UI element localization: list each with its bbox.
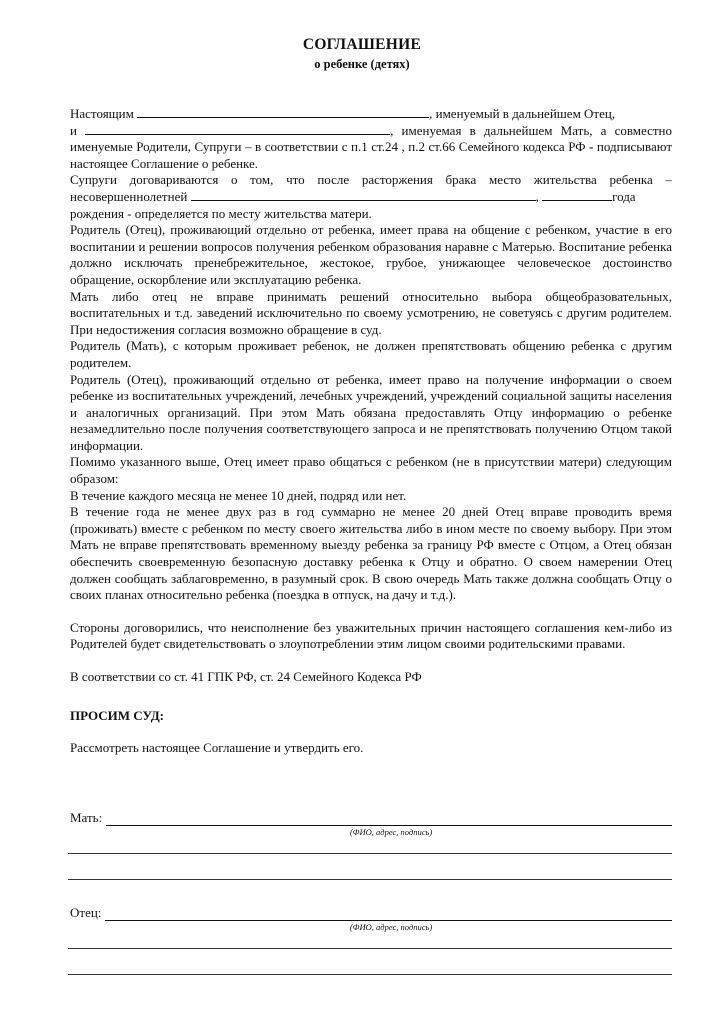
text-segment: ,: [535, 188, 539, 204]
father-extra-line-1: [68, 947, 672, 949]
spacer: [70, 686, 672, 708]
child-name-blank: [191, 189, 536, 201]
text-segment: -: [585, 139, 597, 155]
text-segment: года: [612, 188, 636, 204]
paragraph-parties: [70, 106, 672, 172]
father-signature-block: [70, 905, 672, 975]
text-segment: , именуемая в дальнейшем Мать, а совместно именуемые Родители, Супруги – в соответствии с п.1 ст.24 , п.2 ст.66 Семейного кодекса РФ: [70, 122, 672, 155]
spacer: [70, 604, 672, 620]
paragraph-contact-intro: Помимо указанного выше, Отец имеет право общаться с ребенком (не в присутствии матери) следующим образом:: [70, 454, 672, 487]
mother-extra-line-2: [68, 878, 672, 880]
paragraph-yearly: В течение года не менее двух раз в год суммарно не менее 20 дней Отец вправе проводить время (проживать) вместе с ребенком по месту своего жительства либо в ином месте по своему выбору. При этом Мать не вправе препятствовать временному выезду ребенка за границу РФ вместе с Отцом, а Отец обязан обеспечить своевременную безопасную доставку ребенка к Отцу и обратно. О своем намерении Отец должен сообщать заблаговременно, в разумный срок. В свою очередь Мать также должна сообщать Отцу о своих планах относительно ребенка (поездка в отпуск, на дачу и т.д.).: [70, 504, 672, 603]
text-segment: , именуемый в дальнейшем Отец,: [429, 106, 616, 121]
paragraph-monthly: В течение каждого месяца не менее 10 дней, подряд или нет.: [70, 487, 407, 503]
mother-signature-line: [106, 813, 672, 826]
document-title: СОГЛАШЕНИЕ: [302, 36, 422, 53]
paragraph-abuse: Стороны договорились, что неисполнение без уважительных причин настоящего соглашения кем-либо из Родителей будет свидетельствовать о злоупотреблении этим лицом своими родительскими правами.: [70, 619, 672, 652]
mother-signature-caption: (ФИО, адрес, подпись): [349, 827, 433, 837]
mother-name-blank: [85, 123, 390, 135]
request-heading: ПРОСИМ СУД:: [70, 707, 164, 723]
paragraph-mother-duty: Родитель (Мать), с которым проживает ребенок, не должен препятствовать общению ребенка с другим родителем.: [70, 338, 672, 370]
paragraph-legal-basis: В соответствии со ст. 41 ГПК РФ, ст. 24 Семейного Кодекса РФ: [70, 669, 422, 684]
spacer: [70, 724, 672, 740]
mother-signature-block: [70, 810, 672, 880]
mother-signature-row: [70, 810, 672, 826]
birth-year-blank: [542, 189, 612, 201]
father-label: Отец:: [70, 905, 102, 920]
mother-label: Мать:: [70, 810, 103, 825]
paragraph-request: Рассмотреть настоящее Соглашение и утвердить его.: [70, 740, 364, 756]
father-name-blank: [137, 106, 429, 118]
agreement-body: [70, 106, 672, 757]
father-signature-caption: (ФИО, адрес, подпись): [349, 922, 433, 932]
father-extra-line-2: [68, 973, 672, 975]
text-segment: подписывают настоящее Соглашение о ребенке.: [70, 139, 672, 171]
father-signature-line: [105, 908, 672, 921]
spacer: [70, 653, 672, 669]
text-segment: и: [70, 122, 77, 138]
text-segment: Супруги договариваются о том, что после расторжения брака место жительства ребенка – несовершеннолетней: [70, 172, 672, 204]
text-segment: Настоящим: [70, 106, 134, 121]
father-signature-row: [70, 905, 672, 921]
paragraph-education: Мать либо отец не вправе принимать решений относительно выбора общеобразовательных, воспитательных и т.д. заведений исключительно по своему усмотрению, не советуясь с другим родителем. При недостижения согласия возможно обращение в суд.: [70, 288, 672, 337]
paragraph-information: Родитель (Отец), проживающий отдельно от ребенка, имеет право на получение информации о своем ребенке из воспитательных учреждений, лечебных учреждений, учреждений социальной защиты населения и аналогичных организаций. При этом Мать обязана предоставлять Отцу информацию о ребенке незамедлительно после получения соответствующего запроса и не препятствовать получению Отцом такой информации.: [70, 371, 672, 453]
document-subtitle: о ребенке (детях): [314, 57, 410, 71]
paragraph-residence: [70, 172, 672, 222]
text-segment: рождения - определяется по месту жительства матери.: [70, 205, 372, 221]
mother-extra-line-1: [68, 852, 672, 854]
paragraph-father-rights: Родитель (Отец), проживающий отдельно от ребенка, имеет права на общение с ребенком, участие в его воспитании и решении вопросов получения ребенком образования наравне с Матерью. Воспитание ребенка должно исключать пренебрежительное, жестокое, грубое, унижающее человеческое достоинство обращение, оскорбление или эксплуатацию ребенка.: [70, 222, 672, 287]
